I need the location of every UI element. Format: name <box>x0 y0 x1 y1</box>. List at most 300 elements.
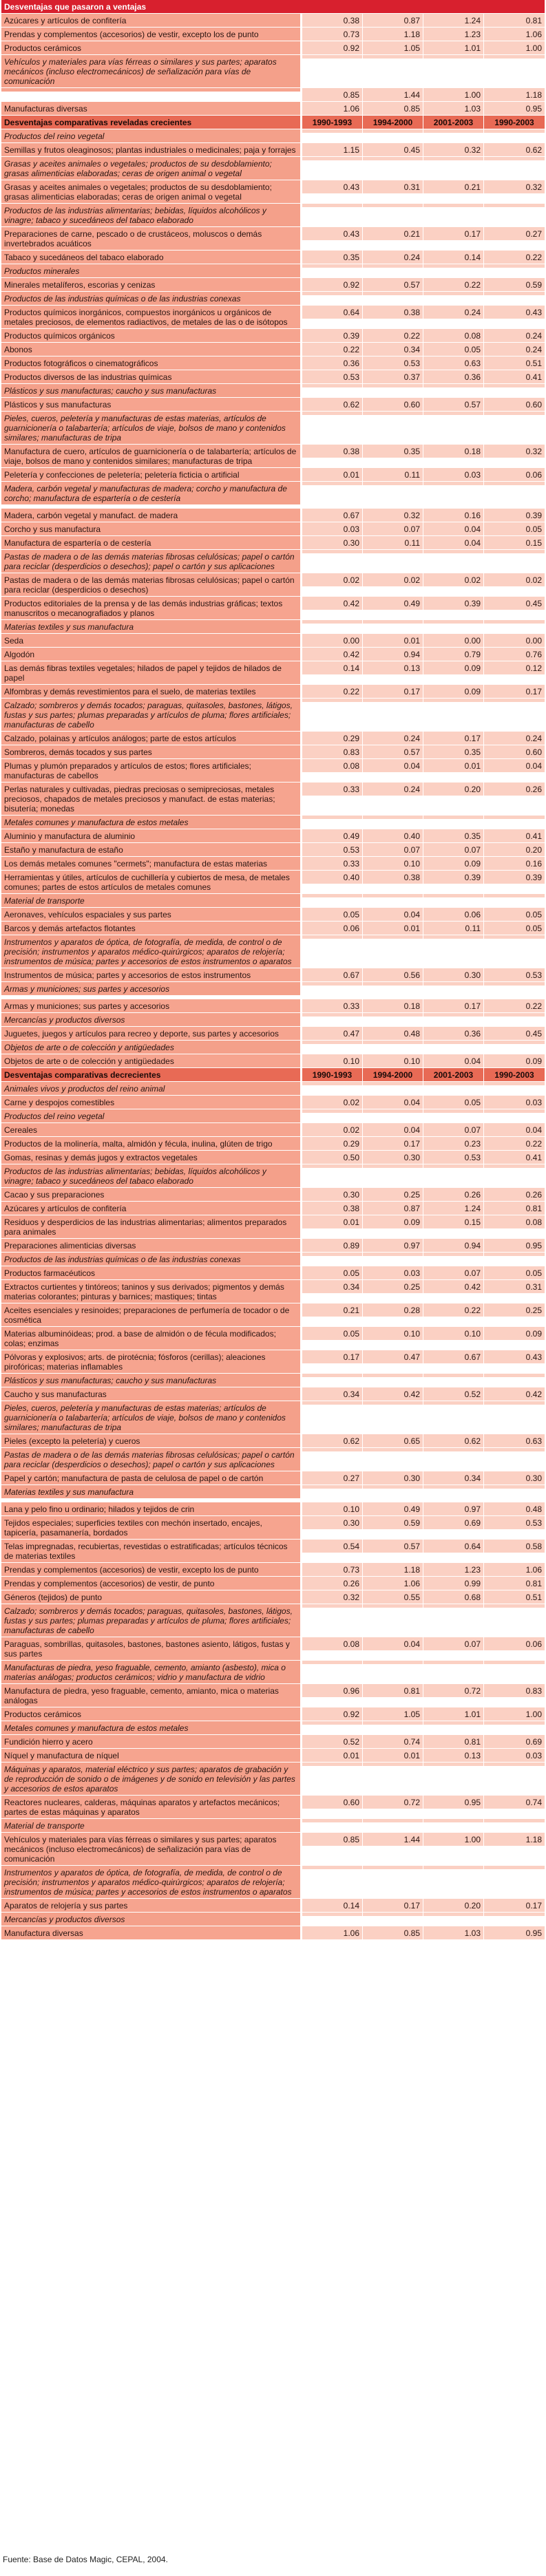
category-label: Metales comunes y manufactura de estos metales <box>1 1721 302 1734</box>
product-label: Juguetes, juegos y artículos para recreo y deporte, sus partes y accesorios <box>1 1027 302 1040</box>
value-cell: 0.20 <box>484 843 545 856</box>
value-cell <box>423 1082 484 1085</box>
value-cell: 0.95 <box>484 102 545 115</box>
value-cell: 0.81 <box>423 1735 484 1748</box>
category-label: Pieles, cueros, peletería y manufacturas de estas materias, artículos de guarnicionería o talabartería; artículos de viaje, bolsos de mano y contenidos similares; manufacturas de tripa <box>1 412 302 444</box>
value-cell <box>423 816 484 819</box>
value-cell: 0.87 <box>363 1202 423 1215</box>
value-cell <box>484 264 545 268</box>
category-row <box>1 1660 545 1683</box>
value-cell: 0.06 <box>302 922 363 935</box>
table-row <box>1 1539 545 1562</box>
value-cell: 0.02 <box>302 1123 363 1136</box>
category-row <box>1 54 545 87</box>
source-note: Fuente: Base de Datos Magic, CEPAL, 2004. <box>3 2555 168 2564</box>
product-label: Objetos de arte o de colección y antigüedades <box>1 1054 302 1067</box>
table-row <box>1 921 545 935</box>
value-cell: 0.29 <box>302 1137 363 1150</box>
product-label: Prendas y complementos (accesorios) de vestir, excepto los de punto <box>1 28 302 41</box>
value-cell: 0.73 <box>302 1563 363 1576</box>
value-cell: 0.85 <box>302 1833 363 1846</box>
value-cell: 0.05 <box>484 1266 545 1279</box>
category-row <box>1 264 545 277</box>
table-row <box>1 573 545 596</box>
value-cell <box>484 157 545 160</box>
value-cell: 0.42 <box>423 1280 484 1293</box>
value-cell: 0.16 <box>423 509 484 522</box>
value-cell <box>484 699 545 702</box>
category-label: Vehículos y materiales para vías férreas o similares y sus partes; aparatos mecánicos (incluso electromecánicos) de señalización para vías de comunicación <box>1 55 302 87</box>
value-cell: 0.67 <box>423 1350 484 1363</box>
value-cell: 0.22 <box>423 278 484 291</box>
value-cell: 0.41 <box>484 370 545 383</box>
value-cell: 0.81 <box>363 1684 423 1697</box>
product-label: Géneros (tejidos) de punto <box>1 1590 302 1604</box>
product-label: Productos diversos de las industrias químicas <box>1 370 302 383</box>
value-cell: 0.31 <box>363 180 423 193</box>
value-cell <box>302 1819 363 1822</box>
value-cell: 0.45 <box>484 1027 545 1040</box>
value-cell: 0.35 <box>302 251 363 264</box>
value-cell: 0.04 <box>423 1054 484 1067</box>
table-row <box>1 1590 545 1604</box>
table-row <box>1 829 545 842</box>
value-cell <box>423 699 484 702</box>
value-cell <box>484 894 545 897</box>
value-cell: 0.11 <box>363 468 423 481</box>
value-cell: 0.13 <box>363 661 423 674</box>
value-cell: 0.00 <box>423 634 484 647</box>
value-cell: 0.02 <box>363 573 423 586</box>
value-cell: 0.00 <box>484 634 545 647</box>
value-cell: 0.63 <box>423 356 484 370</box>
value-cell: 0.99 <box>423 1577 484 1590</box>
category-row <box>1 1040 545 1054</box>
table-row <box>1 1832 545 1865</box>
product-label: Minerales metalíferos, escorias y cenizas <box>1 278 302 291</box>
value-cell: 0.07 <box>423 1637 484 1650</box>
value-cell <box>484 620 545 624</box>
value-cell: 0.01 <box>363 1749 423 1762</box>
value-cell <box>423 129 484 133</box>
value-cell <box>484 982 545 986</box>
table-row <box>1 1303 545 1326</box>
value-cell: 0.81 <box>484 1577 545 1590</box>
value-cell: 0.24 <box>484 329 545 342</box>
value-cell: 0.43 <box>484 1350 545 1363</box>
value-cell: 0.85 <box>363 102 423 115</box>
product-label: Instrumentos de música; partes y accesorios de estos instrumentos <box>1 968 302 981</box>
value-cell: 1.18 <box>484 88 545 101</box>
section-title-row <box>1 115 545 129</box>
value-cell <box>423 1109 484 1113</box>
category-row <box>1 203 545 226</box>
value-cell: 0.02 <box>423 573 484 586</box>
value-cell: 0.52 <box>302 1735 363 1748</box>
value-cell: 0.34 <box>302 1387 363 1401</box>
value-cell: 1.18 <box>363 1563 423 1576</box>
value-cell: 0.68 <box>423 1590 484 1604</box>
table-row <box>1 142 545 156</box>
table-row <box>1 633 545 647</box>
value-cell: 0.27 <box>302 1471 363 1484</box>
value-cell <box>302 412 363 415</box>
product-label: Seda <box>1 634 302 647</box>
table-row <box>1 342 545 356</box>
value-cell <box>423 935 484 939</box>
category-row <box>1 1252 545 1266</box>
value-cell <box>484 1913 545 1916</box>
table-row <box>1 1387 545 1401</box>
category-row <box>1 981 545 995</box>
value-cell: 0.20 <box>423 1899 484 1912</box>
product-label: Plumas y plumón preparados y artículos de estos; flores artificiales; manufacturas de cabellos <box>1 759 302 782</box>
value-cell: 0.45 <box>484 597 545 610</box>
category-label: Manufacturas de piedra, yeso fraguable, cemento, amianto (asbesto), mica o materias análogas; productos cerámicos; vidrio y manufactura de vidrio <box>1 1661 302 1683</box>
column-header: 1990-1993 <box>302 1068 363 1081</box>
product-label: Prendas y complementos (accesorios) de vestir, excepto los de punto <box>1 1563 302 1576</box>
category-label: Pastas de madera o de las demás materias fibrosas celulósicas; papel o cartón para reciclar (desperdicios o desechos); papel o cartón y sus aplicaciones <box>1 1448 302 1471</box>
value-cell: 0.39 <box>423 597 484 610</box>
value-cell: 0.32 <box>423 143 484 156</box>
value-cell: 0.03 <box>363 1266 423 1279</box>
value-cell: 0.49 <box>363 1502 423 1515</box>
value-cell: 0.03 <box>484 1749 545 1762</box>
category-row <box>1 935 545 968</box>
product-label: Papel y cartón; manufactura de pasta de celulosa de papel o de cartón <box>1 1471 302 1484</box>
value-cell: 0.09 <box>363 1215 423 1228</box>
value-cell: 0.69 <box>484 1735 545 1748</box>
table-row <box>1 1434 545 1447</box>
value-cell: 0.72 <box>423 1684 484 1697</box>
category-label: Máquinas y aparatos, material eléctrico y sus partes; aparatos de grabación y de reproducción de sonido o de imágenes y de sonido en televisión y las partes y accesorios de estos aparatos <box>1 1763 302 1795</box>
table-row <box>1 1707 545 1721</box>
value-cell <box>363 550 423 553</box>
value-cell: 0.08 <box>484 1215 545 1228</box>
value-cell: 0.34 <box>423 1471 484 1484</box>
product-label: Pólvoras y explosivos; arts. de pirotécnia; fósforos (cerillas); aleaciones pirofóricas; materias inflamables <box>1 1350 302 1373</box>
value-cell: 0.96 <box>302 1684 363 1697</box>
value-cell: 0.04 <box>484 1123 545 1136</box>
product-label: Las demás fibras textiles vegetales; hilados de papel y tejidos de hilados de papel <box>1 661 302 684</box>
table-row <box>1 1122 545 1136</box>
value-cell <box>363 1485 423 1489</box>
value-cell: 0.53 <box>302 843 363 856</box>
value-cell: 0.60 <box>484 398 545 411</box>
value-cell: 0.37 <box>363 370 423 383</box>
table-row <box>1 1515 545 1539</box>
value-cell: 0.39 <box>484 509 545 522</box>
column-header: 1994-2000 <box>363 1068 423 1081</box>
value-cell: 0.21 <box>423 180 484 193</box>
value-cell <box>302 550 363 553</box>
table-row <box>1 1795 545 1818</box>
table-row <box>1 1898 545 1912</box>
value-cell <box>423 982 484 986</box>
value-cell: 0.34 <box>363 343 423 356</box>
product-label: Paraguas, sombrillas, quitasoles, bastones, bastones asiento, látigos, fustas y sus partes <box>1 1637 302 1660</box>
value-cell: 0.22 <box>302 685 363 698</box>
product-label: Abonos <box>1 343 302 356</box>
value-cell <box>302 1253 363 1256</box>
value-cell <box>302 129 363 133</box>
table-row <box>1 1350 545 1373</box>
table-row <box>1 1502 545 1515</box>
category-row <box>1 156 545 180</box>
value-cell <box>423 1604 484 1608</box>
value-cell: 0.49 <box>363 597 423 610</box>
value-cell: 0.28 <box>363 1303 423 1317</box>
category-label: Instrumentos y aparatos de óptica, de fotografía, de medida, de control o de precisión; instrumentos y aparatos médico-quirúrgicos; aparatos de relojería; instrumentos de música; partes y accesorios de estos instrumentos o aparatos <box>1 935 302 968</box>
value-cell: 0.60 <box>363 398 423 411</box>
product-label: Productos de la molinería, malta, almidón y fécula, inulina, glúten de trigo <box>1 1137 302 1150</box>
value-cell: 1.06 <box>302 1926 363 1939</box>
value-cell <box>423 264 484 268</box>
value-cell: 0.10 <box>302 1054 363 1067</box>
value-cell: 0.31 <box>484 1280 545 1293</box>
table-row <box>1 1266 545 1279</box>
value-cell: 0.30 <box>302 1516 363 1529</box>
value-cell <box>423 1041 484 1044</box>
table-row <box>1 1215 545 1238</box>
value-cell <box>363 816 423 819</box>
product-label: Productos farmacéuticos <box>1 1266 302 1279</box>
value-cell: 0.64 <box>423 1540 484 1553</box>
category-label: Materias textiles y sus manufactura <box>1 620 302 633</box>
column-header: 2001-2003 <box>423 1068 484 1081</box>
product-label: Carne y despojos comestibles <box>1 1096 302 1109</box>
value-cell: 0.22 <box>302 343 363 356</box>
product-label: Productos editoriales de la prensa y de las demás industrias gráficas; textos manuscritos o mecanografiados y planos <box>1 597 302 619</box>
value-cell: 0.36 <box>423 370 484 383</box>
value-cell <box>363 264 423 268</box>
product-label: Caucho y sus manufacturas <box>1 1387 302 1401</box>
value-cell: 1.00 <box>423 1833 484 1846</box>
product-label: Madera, carbón vegetal y manufact. de madera <box>1 509 302 522</box>
value-cell <box>302 384 363 387</box>
value-cell: 0.30 <box>423 968 484 981</box>
value-cell: 0.97 <box>423 1502 484 1515</box>
category-label: Productos del reino vegetal <box>1 129 302 142</box>
value-cell <box>302 1374 363 1377</box>
product-label: Productos cerámicos <box>1 41 302 54</box>
value-cell: 0.01 <box>423 759 484 772</box>
value-cell: 0.49 <box>302 829 363 842</box>
product-label: Corcho y sus manufactura <box>1 522 302 535</box>
category-label: Pieles, cueros, peletería y manufacturas de estas materias; artículos de guarnicionería o talabartería; artículos de viaje, bolsos de mano y contenidos similares; manufacturas de tripa <box>1 1401 302 1434</box>
value-cell: 0.51 <box>484 1590 545 1604</box>
table-row <box>1 1187 545 1201</box>
value-cell <box>363 55 423 58</box>
value-cell: 0.58 <box>484 1540 545 1553</box>
section-title: Desventajas comparativas reveladas crecientes <box>1 116 302 129</box>
value-cell: 1.03 <box>423 102 484 115</box>
value-cell <box>423 1721 484 1725</box>
value-cell <box>363 412 423 415</box>
category-label: Mercancías y productos diversos <box>1 1913 302 1926</box>
value-cell: 0.92 <box>302 1707 363 1721</box>
product-label: Productos químicos inorgánicos, compuestos inorgánicos u orgánicos de metales preciosos, de elementos radiactivos, de metales de las o de isótopos <box>1 306 302 328</box>
value-cell <box>423 384 484 387</box>
value-cell <box>484 1374 545 1377</box>
table-row <box>1 467 545 481</box>
value-cell <box>363 699 423 702</box>
value-cell <box>484 550 545 553</box>
value-cell: 0.33 <box>302 999 363 1012</box>
value-cell <box>423 482 484 485</box>
category-row <box>1 411 545 444</box>
product-label: Reactores nucleares, calderas, máquinas aparatos y artefactos mecánicos; partes de estas máquinas y aparatos <box>1 1796 302 1818</box>
product-label: Preparaciones de carne, pescado o de crustáceos, moluscos o demás invertebrados acuáticos <box>1 227 302 250</box>
category-label: Calzado; sombreros y demás tocados; paraguas, quitasoles, bastones, látigos, fustas y sus partes; plumas preparadas y artículos de pluma; flores artificiales; manufacturas de cabello <box>1 699 302 731</box>
value-cell: 0.57 <box>423 398 484 411</box>
value-cell: 0.16 <box>484 857 545 870</box>
value-cell: 0.81 <box>484 1202 545 1215</box>
value-cell: 0.21 <box>363 227 423 240</box>
value-cell: 1.18 <box>363 28 423 41</box>
product-label: Pastas de madera o de las demás materias fibrosas celulósicas; papel o cartón para reciclar (desperdicios o desechos) <box>1 573 302 596</box>
value-cell: 0.47 <box>363 1350 423 1363</box>
value-cell: 1.06 <box>302 102 363 115</box>
value-cell: 0.26 <box>302 1577 363 1590</box>
value-cell: 1.24 <box>423 14 484 27</box>
value-cell: 0.36 <box>423 1027 484 1040</box>
table-row <box>1 842 545 856</box>
value-cell <box>484 1485 545 1489</box>
table-row <box>1 13 545 27</box>
table-row <box>1 782 545 815</box>
value-cell: 0.05 <box>484 522 545 535</box>
category-row <box>1 291 545 305</box>
value-cell: 0.22 <box>423 1303 484 1317</box>
section-title: Desventajas que pasaron a ventajas <box>1 0 302 13</box>
value-cell: 0.52 <box>423 1387 484 1401</box>
value-cell <box>423 1763 484 1766</box>
value-cell: 0.09 <box>484 1327 545 1340</box>
value-cell <box>302 1013 363 1016</box>
comparative-advantage-table <box>1 0 545 1939</box>
value-cell: 0.08 <box>302 759 363 772</box>
value-cell: 0.42 <box>302 648 363 661</box>
value-cell: 0.04 <box>363 1637 423 1650</box>
table-row <box>1 758 545 782</box>
table-row <box>1 397 545 411</box>
table-row <box>1 1683 545 1707</box>
value-cell <box>363 1013 423 1016</box>
value-cell: 0.08 <box>302 1637 363 1650</box>
value-cell: 0.43 <box>302 227 363 240</box>
value-cell: 0.94 <box>363 648 423 661</box>
category-label: Mercancías y productos diversos <box>1 1013 302 1026</box>
category-label: Productos de las industrias químicas o de las industrias conexas <box>1 292 302 305</box>
value-cell: 1.05 <box>363 1707 423 1721</box>
value-cell: 0.87 <box>363 14 423 27</box>
value-cell: 0.62 <box>423 1434 484 1447</box>
value-cell: 0.18 <box>363 999 423 1012</box>
value-cell <box>423 1448 484 1451</box>
value-cell <box>302 1401 363 1405</box>
value-cell: 0.39 <box>423 871 484 884</box>
table-row <box>1 999 545 1012</box>
product-label: Manufactura de cuero, artículos de guarnicionería o de talabartería; artículos de viaje, bolsos de mano y contenidos similares; manufacturas de tripa <box>1 445 302 467</box>
table-row <box>1 1734 545 1748</box>
category-row <box>1 619 545 633</box>
section-title: Desventajas comparativas decrecientes <box>1 1068 302 1081</box>
product-label: Sombreros, demás tocados y sus partes <box>1 745 302 758</box>
value-cell <box>484 1819 545 1822</box>
value-cell: 0.10 <box>363 1327 423 1340</box>
value-cell: 0.39 <box>484 871 545 884</box>
table-row <box>1 1095 545 1109</box>
value-cell: 0.95 <box>484 1926 545 1939</box>
value-cell: 0.27 <box>484 227 545 240</box>
table-row <box>1 1026 545 1040</box>
product-label: Los demás metales comunes "cermets"; manufactura de estas materias <box>1 857 302 870</box>
value-cell: 0.29 <box>302 732 363 745</box>
table-row <box>1 522 545 535</box>
value-cell: 0.62 <box>302 1434 363 1447</box>
table-row <box>1 1201 545 1215</box>
value-cell: 0.25 <box>363 1188 423 1201</box>
value-cell <box>302 157 363 160</box>
value-cell <box>423 1866 484 1869</box>
value-cell: 0.07 <box>423 843 484 856</box>
value-cell: 1.00 <box>484 41 545 54</box>
category-label: Material de transporte <box>1 1819 302 1832</box>
value-cell: 0.32 <box>484 445 545 458</box>
table-row <box>1 907 545 921</box>
value-cell: 0.06 <box>484 1637 545 1650</box>
value-cell <box>484 482 545 485</box>
value-cell <box>423 1819 484 1822</box>
value-cell: 0.05 <box>423 343 484 356</box>
product-label: Plásticos y sus manufacturas <box>1 398 302 411</box>
value-cell <box>363 292 423 295</box>
table-row <box>1 444 545 467</box>
value-cell <box>302 1866 363 1869</box>
category-row <box>1 481 545 504</box>
value-cell: 0.01 <box>302 468 363 481</box>
value-cell: 1.23 <box>423 28 484 41</box>
table-row <box>1 647 545 661</box>
value-cell <box>484 1661 545 1664</box>
value-cell: 0.59 <box>484 278 545 291</box>
product-label <box>1 88 302 92</box>
value-cell: 0.67 <box>302 968 363 981</box>
value-cell: 0.63 <box>484 1434 545 1447</box>
product-label: Productos fotográficos o cinematográficos <box>1 356 302 370</box>
header-cell <box>423 0 484 3</box>
value-cell: 1.06 <box>363 1577 423 1590</box>
value-cell: 0.40 <box>302 871 363 884</box>
product-label: Cereales <box>1 1123 302 1136</box>
value-cell: 0.22 <box>484 999 545 1012</box>
value-cell: 1.00 <box>423 88 484 101</box>
product-label: Manufacturas diversas <box>1 102 302 115</box>
table-row <box>1 328 545 342</box>
value-cell: 0.62 <box>302 398 363 411</box>
table-row <box>1 1279 545 1303</box>
product-label: Manufactura de piedra, yeso fraguable, cemento, amianto, mica o materias análogas <box>1 1684 302 1707</box>
value-cell <box>423 1013 484 1016</box>
value-cell: 0.03 <box>484 1096 545 1109</box>
value-cell <box>302 1661 363 1664</box>
category-label: Productos de las industrias alimentarias; bebidas, líquidos alcohólicos y vinagre; tabaco y sucedáneos del tabaco elaborado <box>1 1164 302 1187</box>
table-row <box>1 661 545 684</box>
product-label: Residuos y desperdicios de las industrias alimentarias; alimentos preparados para animales <box>1 1215 302 1238</box>
value-cell <box>302 620 363 624</box>
value-cell: 0.10 <box>423 1327 484 1340</box>
